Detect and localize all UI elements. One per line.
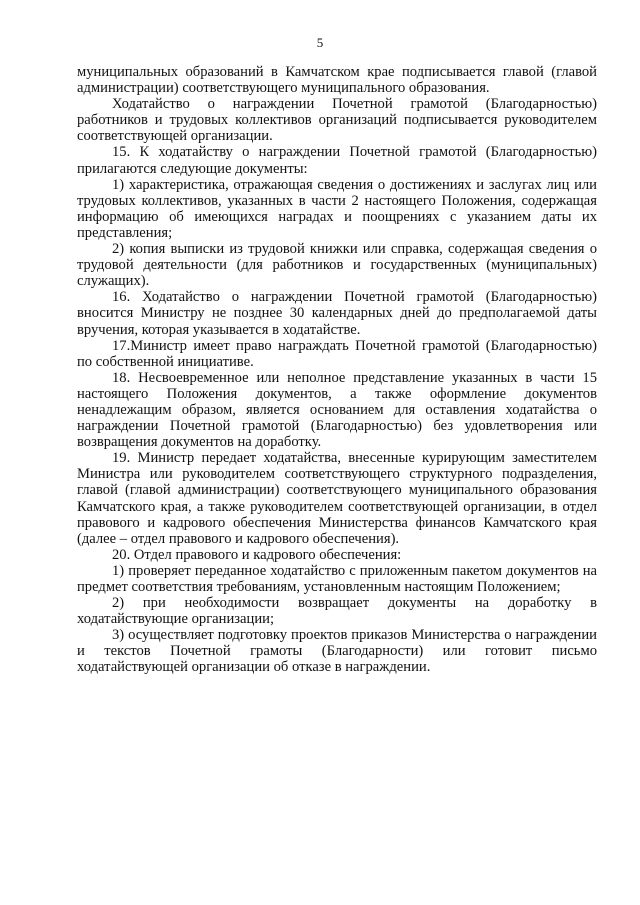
paragraph-item-16: 16. Ходатайство о награждении Почетной грамотой (Благодарностью) вносится Министру не позднее 30 календарных дней до предполагаемой даты вручения, которая указывается в ходатайстве.	[77, 289, 597, 338]
paragraph-item-17: 17.Министр имеет право награждать Почетной грамотой (Благодарностью) по собственной инициативе.	[77, 337, 597, 370]
subitem-15-2: 2) копия выписки из трудовой книжки или справка, содержащая сведения о трудовой деятельности (для работников и государственных (муниципальных) служащих).	[77, 241, 597, 290]
subitem-15-1: 1) характеристика, отражающая сведения о достижениях и заслугах лиц или трудовых коллективов, указанных в части 2 настоящего Положения, содержащая информацию об имеющихся наградах и поощрениях с указанием даты их представления;	[77, 176, 597, 241]
subitem-20-3: 3) осуществляет подготовку проектов приказов Министерства о награждении и текстов Почетной грамоты (Благодарности) или готовит письмо ходатайствующей организации об отказе в награждении.	[77, 627, 597, 676]
subitem-20-1: 1) проверяет переданное ходатайство с приложенным пакетом документов на предмет соответствия требованиям, установленным настоящим Положением;	[77, 562, 597, 595]
paragraph-continuation: муниципальных образований в Камчатском крае подписывается главой (главой администрации) соответствующего муниципального образования.	[77, 64, 597, 97]
document-body	[77, 64, 597, 676]
subitem-20-2: 2) при необходимости возвращает документы на доработку в ходатайствующие организации;	[77, 595, 597, 628]
paragraph-item-18: 18. Несвоевременное или неполное представление указанных в части 15 настоящего Положения документов, а также оформление документов ненадлежащим образом, является основанием для оставления ходатайства о награждении Почетной грамотой (Благодарностью) без удовлетворения или возвращения документов на доработку.	[77, 369, 597, 451]
paragraph-item-20: 20. Отдел правового и кадрового обеспечения:	[112, 546, 402, 563]
paragraph-item-19: 19. Министр передает ходатайства, внесенные курирующим заместителем Министра или руководителем соответствующего структурного подразделения, главой (главой администрации) соответствующего муниципального образования Камчатского края, а также руководителем соответствующей организации, в отдел правового и кадрового обеспечения Министерства финансов Камчатского края (далее – отдел правового и кадрового обеспечения).	[77, 450, 597, 547]
paragraph: Ходатайство о награждении Почетной грамотой (Благодарностью) работников и трудовых коллективов организаций подписывается руководителем соответствующей организации.	[77, 96, 597, 145]
paragraph-item-15: 15. К ходатайству о награждении Почетной грамотой (Благодарностью) прилагаются следующие документы:	[77, 144, 597, 177]
page-number: 5	[316, 35, 324, 50]
